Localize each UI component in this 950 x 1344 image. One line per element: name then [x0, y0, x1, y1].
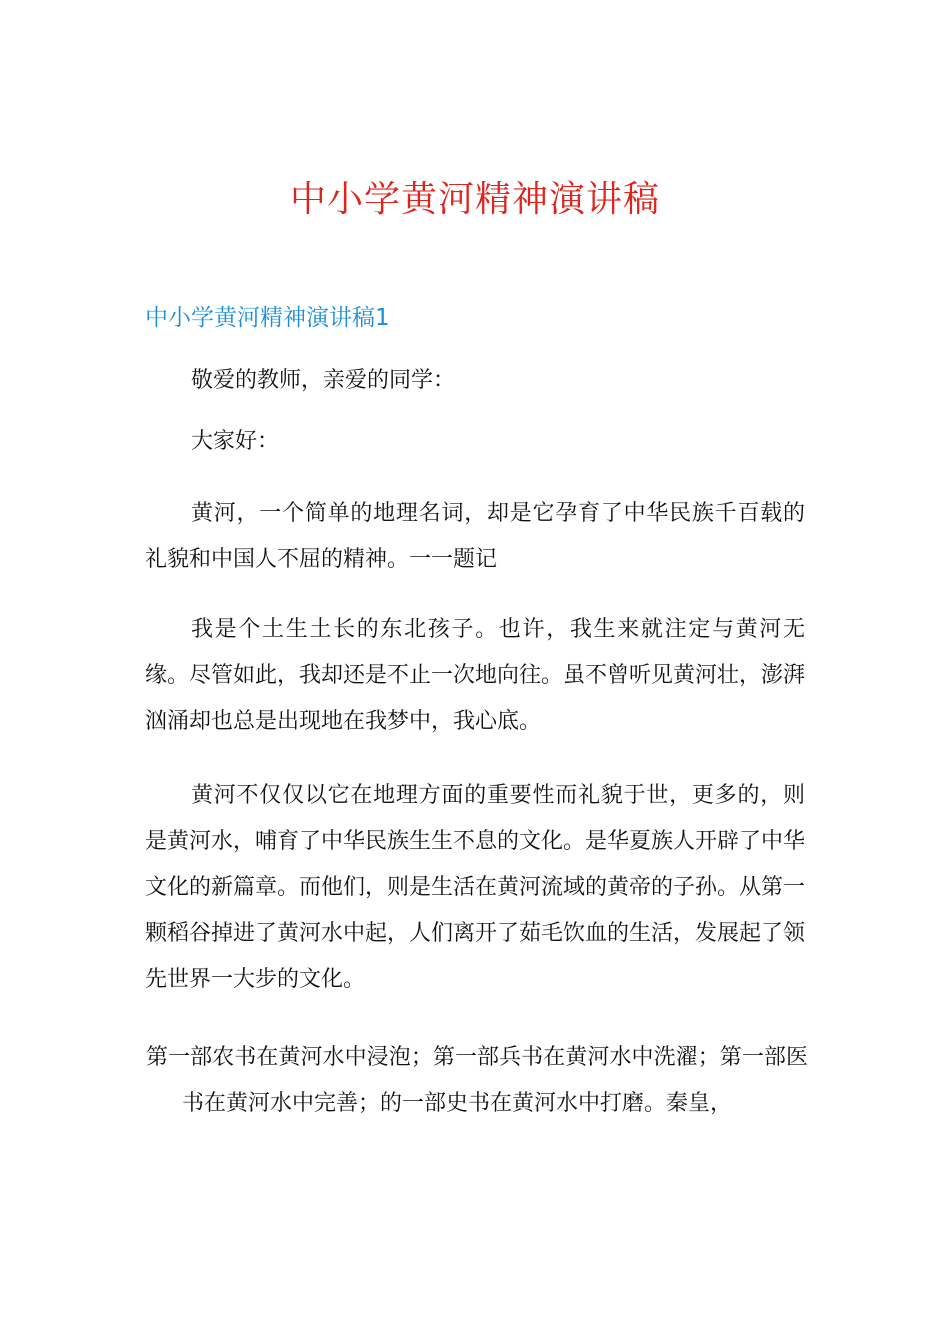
section-heading: 中小学黄河精神演讲稿1 [145, 305, 390, 331]
paragraph-greeting: 大家好： [191, 429, 280, 454]
document-title: 中小学黄河精神演讲稿 [289, 179, 660, 220]
paragraph-body-2: 黄河不仅仅以它在地理方面的重要性而礼貌于世，更多的，则是黄河水，哺育了中华民族生生不息的文化。是华夏族人开辟了中华文化的新篇章。而他们，则是生活在黄河流域的黄帝的子孙。从第一颗稻谷掉进了黄河水中起，人们离开了茹毛饮血的生活，发展起了领先世界一大步的文化。 [145, 783, 806, 992]
paragraph-body-1: 我是个土生土长的东北孩子。也许，我生来就注定与黄河无缘。尽管如此，我却还是不止一次地向往。虽不曾听见黄河壮，澎湃汹涌却也总是出现地在我梦中，我心底。 [145, 617, 806, 734]
paragraph-body-3: 第一部农书在黄河水中浸泡；第一部兵书在黄河水中洗濯；第一部医书在黄河水中完善；的一部史书在黄河水中打磨。秦皇， [146, 1045, 808, 1116]
paragraph-salutation: 敬爱的教师，亲爱的同学： [191, 368, 456, 393]
paragraph-epigraph: 黄河，一个简单的地理名词，却是它孕育了中华民族千百载的礼貌和中国人不屈的精神。一一题记 [145, 501, 805, 572]
